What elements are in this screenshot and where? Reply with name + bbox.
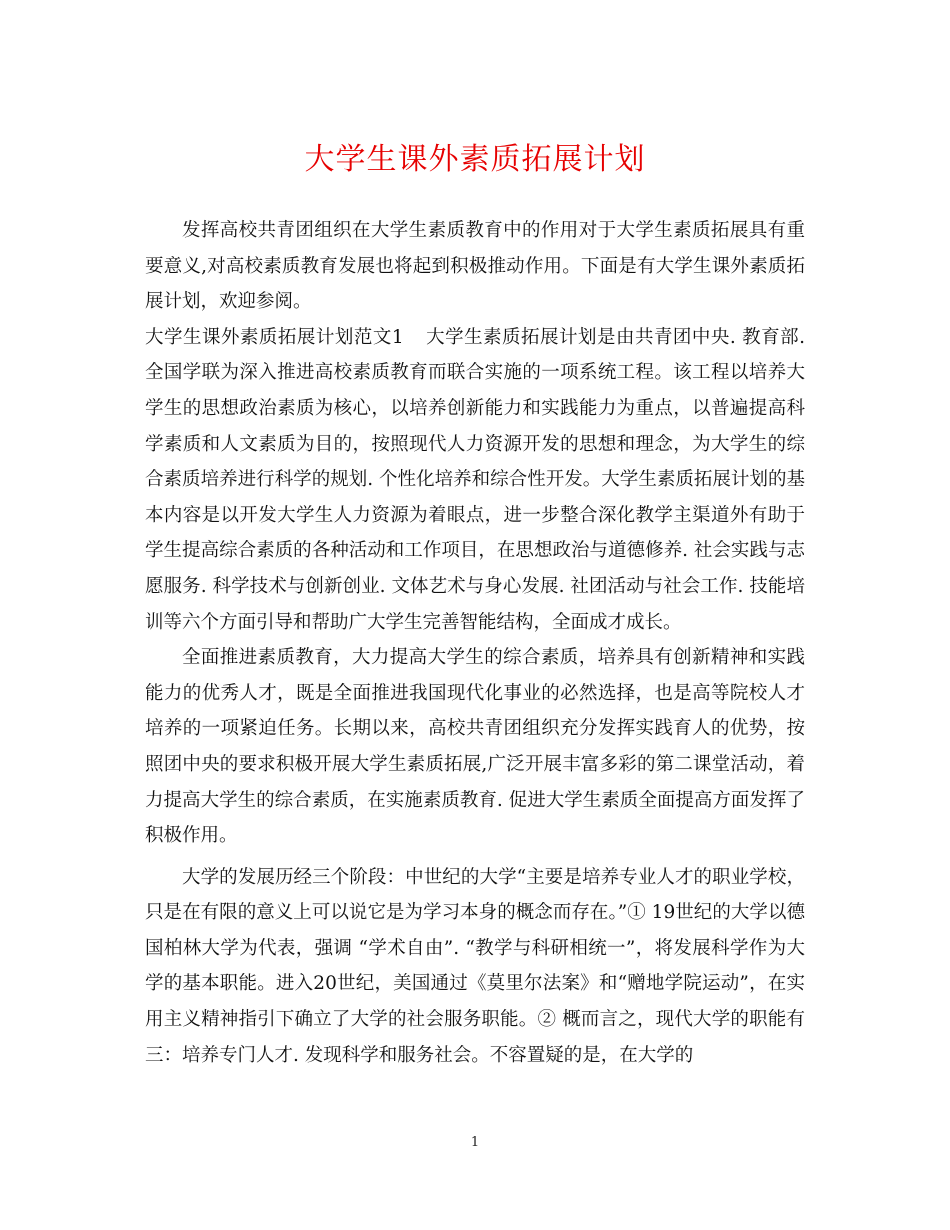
- section-paragraph: [145, 320, 805, 640]
- page-number: 1: [470, 1135, 480, 1150]
- paragraph-3: 大学的发展历经三个阶段：中世纪的大学“主要是培养专业人才的职业学校，只是在有限的意义上可以说它是为学习本身的概念而存在。”① 19世纪的大学以德国柏林大学为代表，强调 “学术自由”. “教学与科研相统一”，将发展科学作为大学的基本职能。进入20世纪，美国通过《莫里尔法案》和“赠地学院运动”，在实用主义精神指引下确立了大学的社会服务职能。② 概而言之，现代大学的职能有三：培养专门人才. 发现科学和服务社会。不容置疑的是，在大学的: [145, 866, 805, 1066]
- paragraph-2: 全面推进素质教育，大力提高大学生的综合素质，培养具有创新精神和实践能力的优秀人才，既是全面推进我国现代化事业的必然选择，也是高等院校人才培养的一项紧迫任务。长期以来，高校共青团组织充分发挥实践育人的优势，按照团中央的要求积极开展大学生素质拓展,广泛开展丰富多彩的第二课堂活动，着力提高大学生的综合素质，在实施素质教育. 促进大学生素质全面提高方面发挥了积极作用。: [145, 647, 805, 847]
- document-body: [145, 213, 805, 1073]
- section-heading: 大学生课外素质拓展计划范文1: [145, 326, 404, 348]
- section-text: 大学生素质拓展计划是由共青团中央. 教育部. 全国学联为深入推进高校素质教育而联合实施的一项系统工程。该工程以培养大学生的思想政治素质为核心，以培养创新能力和实践能力为重点，以普遍提高科学素质和人文素质为目的，按照现代人力资源开发的思想和理念，为大学生的综合素质培养进行科学的规划. 个性化培养和综合性开发。大学生素质拓展计划的基本内容是以开发大学生人力资源为着眼点，进一步整合深化教学主渠道外有助于学生提高综合素质的各种活动和工作项目，在思想政治与道德修养. 社会实践与志愿服务. 科学技术与创新创业. 文体艺术与身心发展. 社团活动与社会工作. 技能培训等六个方面引导和帮助广大学生完善智能结构，全面成才成长。: [145, 326, 805, 633]
- document-title: 大学生课外素质拓展计划: [304, 142, 646, 177]
- intro-paragraph: 发挥高校共青团组织在大学生素质教育中的作用对于大学生素质拓展具有重要意义,对高校素质教育发展也将起到积极推动作用。下面是有大学生课外素质拓展计划，欢迎参阅。: [145, 220, 805, 313]
